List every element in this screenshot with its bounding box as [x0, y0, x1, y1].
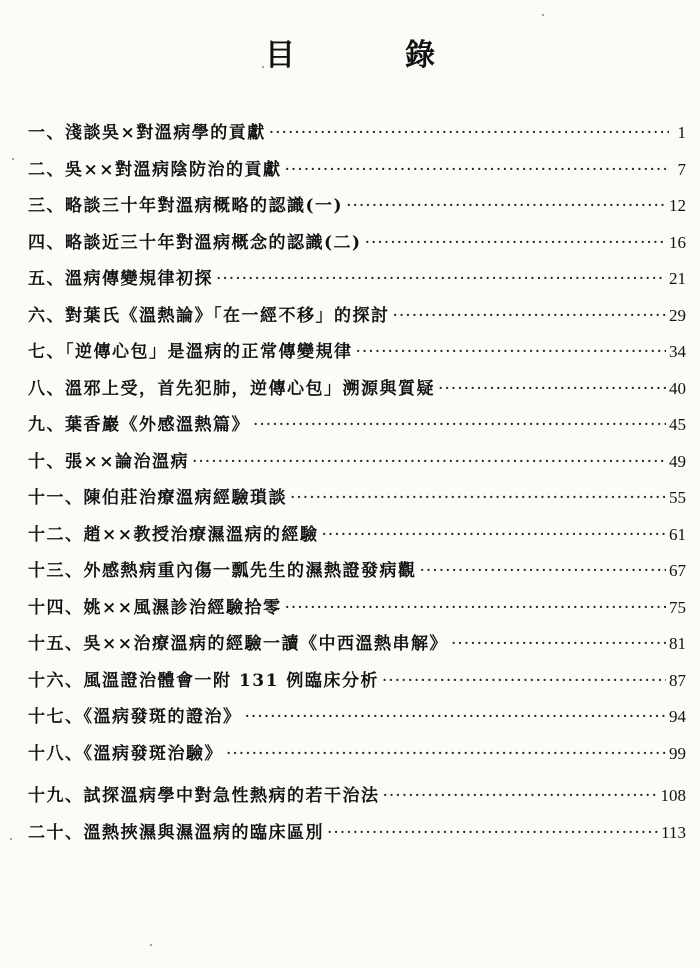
dot-leader [365, 233, 666, 253]
dot-leader [216, 269, 666, 289]
toc-entry [28, 781, 686, 818]
dot-leader [356, 342, 667, 362]
toc-page-number: 67 [669, 561, 686, 580]
dot-leader [226, 744, 666, 764]
toc-entry [28, 666, 686, 703]
toc-page-number: 49 [669, 451, 686, 471]
toc-entry [28, 556, 686, 593]
toc-entry-title: 二十、溫熱挾濕與濕溫病的臨床區別 [28, 822, 324, 843]
dot-leader [253, 415, 666, 435]
dot-leader [438, 379, 666, 399]
toc-entry-title: 十六、風溫證治體會一附 131 例臨床分析 [28, 670, 379, 691]
toc-page-number: 45 [669, 415, 686, 434]
toc-entry [28, 228, 686, 265]
toc-entry [28, 155, 686, 192]
toc-entry-title: 六、對葉氏《溫熱論》「在一經不移」的探討 [28, 305, 390, 326]
dot-leader [285, 160, 670, 180]
toc-entry [28, 702, 686, 739]
toc-page-number: 34 [669, 342, 686, 361]
toc-entry-title: 九、葉香巖《外感溫熱篇》 [28, 415, 250, 435]
toc-entry-title: 十九、試探溫病學中對急性熱病的若干治法 [28, 786, 380, 806]
toc-page-number: 87 [669, 670, 686, 690]
toc-entry [28, 118, 686, 155]
dot-leader [327, 823, 658, 843]
toc-entry-title: 十四、姚××風濕診治經驗拾零 [28, 597, 282, 618]
toc-entry-title: 八、溫邪上受，首先犯肺，逆傳心包」溯源與質疑 [28, 378, 435, 399]
toc-page-number: 94 [669, 707, 686, 726]
scan-speck [542, 14, 544, 16]
dot-leader [245, 707, 667, 727]
toc-entry-title: 三、略談三十年對溫病概略的認識(一) [28, 196, 344, 216]
dot-leader [290, 488, 666, 508]
scan-speck [262, 66, 264, 68]
toc-page-number: 16 [669, 232, 686, 252]
toc-entry [28, 301, 686, 338]
toc-page-number: 99 [669, 743, 686, 763]
toc-page-number: 12 [669, 196, 686, 215]
scan-speck [150, 944, 152, 946]
toc-entry [28, 374, 686, 411]
toc-entry [28, 593, 686, 630]
toc-page-number: 81 [669, 634, 686, 653]
toc-page-number: 75 [669, 597, 686, 617]
toc-entry-title: 二、吳××對溫病陰防治的貢獻 [28, 159, 282, 180]
toc-page-number: 1 [677, 123, 686, 142]
toc-entry-title: 七、「逆傳心包」是溫病的正常傳變規律 [28, 342, 353, 362]
dot-leader [383, 786, 658, 806]
toc-entry-title: 四、略談近三十年對溫病概念的認識(二) [28, 232, 362, 253]
dot-leader [322, 525, 667, 545]
toc-entry-title: 十二、趙××教授治療濕溫病的經驗 [28, 524, 319, 545]
toc-entry [28, 818, 686, 848]
dot-leader [192, 452, 666, 472]
toc-page-number: 61 [669, 524, 686, 544]
toc-entry [28, 337, 686, 374]
toc-entry-title: 十七、《溫病發斑的證治》 [28, 707, 242, 727]
toc-page-number: 113 [661, 822, 686, 842]
dot-leader [451, 634, 666, 654]
toc-entry [28, 739, 686, 776]
page-title: 目 錄 [265, 38, 475, 73]
toc-page-number: 55 [669, 488, 686, 507]
toc-entry-title: 一、淺談吳×對溫病學的貢獻 [28, 123, 266, 143]
toc-entry [28, 264, 686, 301]
scan-speck [10, 838, 12, 840]
toc-entry [28, 191, 686, 228]
toc-page-number: 40 [669, 378, 686, 398]
toc-entry [28, 447, 686, 484]
scan-speck [12, 158, 14, 160]
toc-entry [28, 629, 686, 666]
toc-entry-title: 五、溫病傳變規律初探 [28, 269, 213, 289]
dot-leader [346, 196, 666, 216]
dot-leader [382, 671, 666, 691]
toc-page-number: 21 [669, 269, 686, 288]
dot-leader [393, 306, 667, 326]
toc-page-number: 29 [669, 305, 686, 325]
toc-page-number: 7 [677, 159, 686, 179]
toc-entry [28, 483, 686, 520]
toc-entry-title: 十三、外感熱病重內傷一瓢先生的濕熱證發病觀 [28, 561, 417, 581]
toc-entry-title: 十五、吳××治療溫病的經驗一讀《中西溫熱串解》 [28, 634, 448, 654]
dot-leader [269, 123, 669, 143]
dot-leader [420, 561, 667, 581]
toc-entry-title: 十八、《溫病發斑治驗》 [28, 743, 223, 764]
toc-page-number: 108 [660, 786, 686, 805]
toc-entry [28, 520, 686, 557]
toc-entry-title: 十、張××論治溫病 [28, 451, 189, 472]
toc-entry-title: 十一、陳伯莊治療溫病經驗瑣談 [28, 488, 287, 508]
toc-entry [28, 410, 686, 447]
table-of-contents [28, 118, 686, 848]
dot-leader [285, 598, 667, 618]
